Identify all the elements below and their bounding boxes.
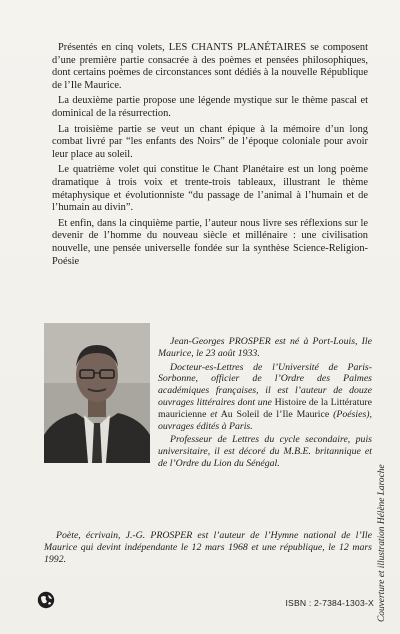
- publisher-globe-logo-icon: [37, 591, 55, 609]
- bio-p2-intro: Docteur-es-Lettres de l’Université de Paris-Sorbonne, officier de l’Ordre des Palmes académiques françaises, il est l’auteur de douze ouvrages littéraires dont une: [158, 361, 372, 408]
- bio-p2-end: (Poésies), ouvrages édités à Paris.: [158, 408, 372, 432]
- bio-book-title-1: Histoire de la Littérature mauricienne: [158, 396, 372, 420]
- isbn-number: ISBN : 2-7384-1303-X: [285, 598, 374, 608]
- bio-book-title-2: Au Soleil de l’Ile Maurice: [220, 408, 330, 420]
- summary-paragraph-5: Et enfin, dans la cinquième partie, l’auteur nous livre ses réflexions sur le devenir de l’homme du nouveau siècle et millénaire : une civilisation nouvelle, une pensée universelle fondée sur la synthèse Science-Religion-Poésie: [52, 217, 368, 267]
- cover-credit: Couverture et illustration Hélène Laroche: [377, 464, 387, 622]
- bio-paragraph-1: Jean-Georges PROSPER est né à Port-Louis, Ile Maurice, le 23 août 1933.: [158, 336, 372, 359]
- author-portrait-icon: [44, 323, 150, 463]
- author-bio-text: [158, 336, 372, 472]
- author-bio-continued: [44, 530, 372, 567]
- bio-p2-and: et: [210, 408, 218, 420]
- summary-text: [52, 42, 368, 271]
- bio-paragraph-4: Poète, écrivain, J.-G. PROSPER est l’auteur de l’Hymne national de l’Ile Maurice qui devint indépendante le 12 mars 1968 et une république, le 12 mars 1992.: [44, 530, 372, 565]
- bio-paragraph-3: Professeur de Lettres du cycle secondaire, puis universitaire, il est décoré du M.B.E. britannique et de l’Ordre du Lion du Sénégal.: [158, 434, 372, 469]
- summary-paragraph-4: Le quatrième volet qui constitue le Chant Planétaire est un long poème dramatique à trois voix et trente-trois tableaux, illustrant le thème métaphysique et évolutionniste “du passage de l’animal à l’humain et de l’humain au divin”.: [52, 164, 368, 214]
- author-photo: [44, 323, 150, 463]
- bio-paragraph-2: [158, 362, 372, 433]
- summary-paragraph-3: La troisième partie se veut un chant épique à la mémoire d’un long combat livré par “les enfants des Noirs” de l’époque coloniale pour avoir leur place au soleil.: [52, 123, 368, 160]
- summary-paragraph-1: Présentés en cinq volets, LES CHANTS PLANÉTAIRES se composent d’une première partie consacrée à des poèmes et pensées philosophiques, dont certains poèmes de circonstances sont dédiés à la nouvelle République de l’Ile Maurice.: [52, 42, 368, 91]
- summary-paragraph-2: La deuxième partie propose une légende mystique sur le thème pascal et dominical de la résurrection.: [52, 95, 368, 119]
